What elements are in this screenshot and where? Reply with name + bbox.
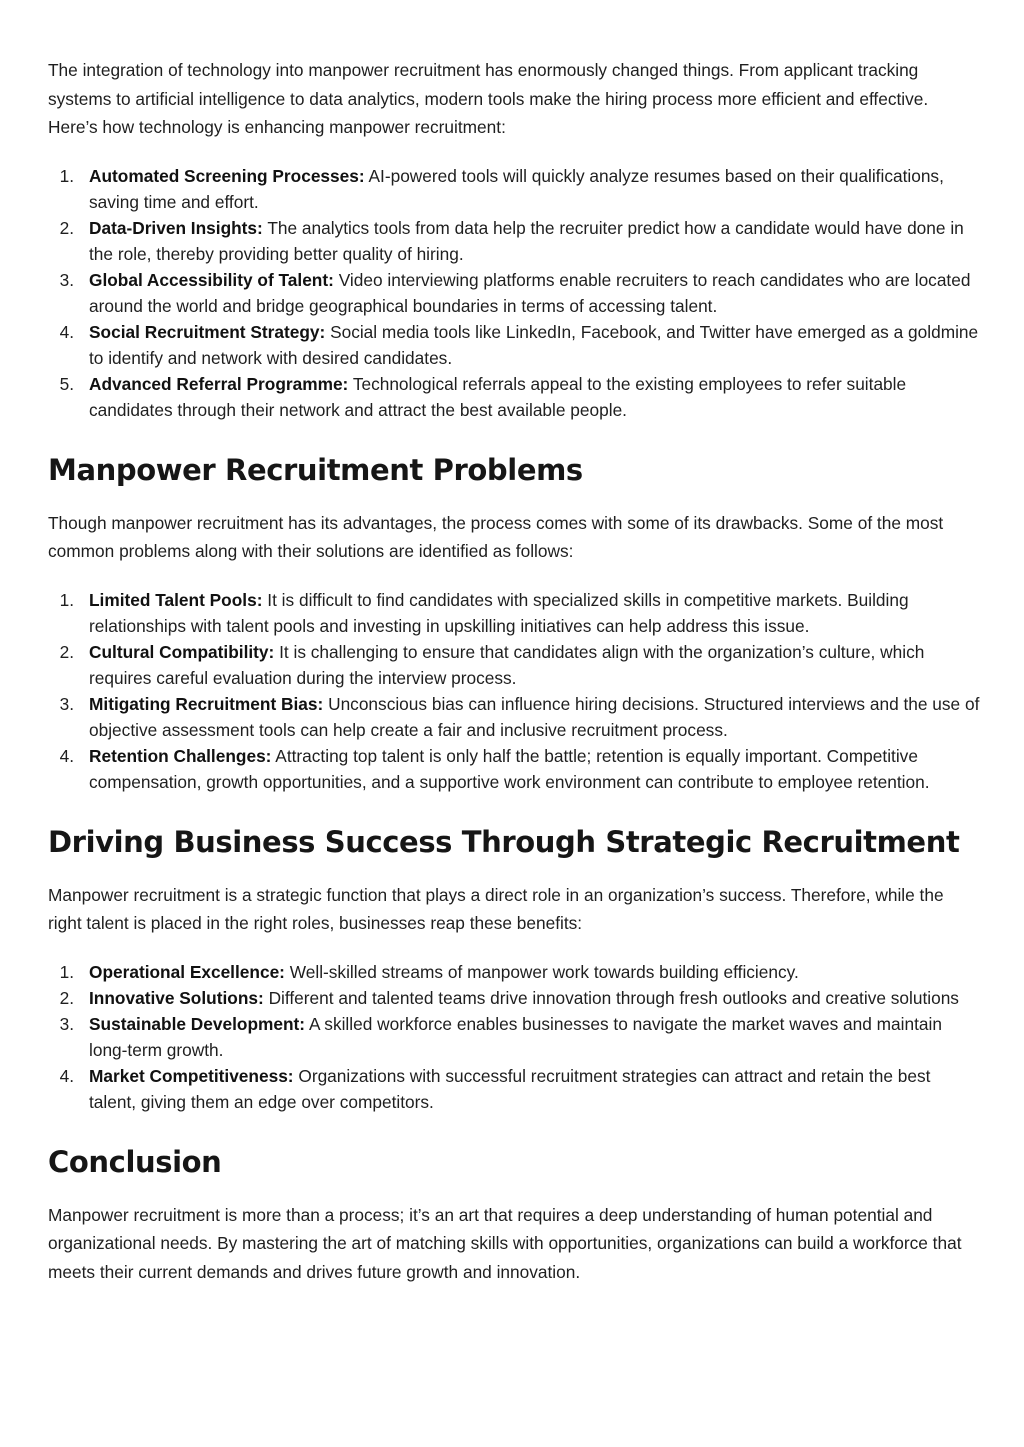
- list-number: 2.: [59, 641, 74, 662]
- item-title: Advanced Referral Programme:: [89, 373, 349, 394]
- list-number: 2.: [59, 987, 74, 1008]
- list-number: 3.: [59, 1013, 74, 1034]
- item-title: Innovative Solutions:: [89, 987, 264, 1008]
- list-item: [48, 319, 980, 371]
- item-text: It is challenging to ensure that candidates align with the organization’s culture, which requires careful evaluation during the interview process.: [89, 641, 925, 688]
- item-text: Video interviewing platforms enable recruiters to reach candidates who are located around the world and bridge geographical boundaries in terms of accessing talent.: [89, 269, 971, 316]
- list-item: [48, 691, 980, 743]
- success-heading: Driving Business Success Through Strategic Recruitment: [48, 824, 960, 859]
- item-title: Social Recruitment Strategy:: [89, 321, 326, 342]
- list-item: [48, 215, 980, 267]
- problems-heading: Manpower Recruitment Problems: [48, 452, 583, 487]
- item-text: A skilled workforce enables businesses to navigate the market waves and maintain long-term growth.: [89, 1013, 942, 1060]
- item-title: Operational Excellence:: [89, 961, 285, 982]
- conclusion-paragraph: Manpower recruitment is more than a process; it’s an art that requires a deep understanding of human potential and organizational needs. By mastering the art of matching skills with opportunities, organizations can build a workforce that meets their current demands and drives future growth and innovation.: [48, 1204, 962, 1282]
- list-item: [48, 959, 980, 985]
- list-item: [48, 743, 980, 795]
- item-text: Unconscious bias can influence hiring decisions. Structured interviews and the use of objective assessment tools can help create a fair and inclusive recruitment process.: [89, 693, 980, 740]
- list-number: 4.: [59, 321, 74, 342]
- technology-benefits-list: [48, 163, 980, 423]
- item-title: Sustainable Development:: [89, 1013, 306, 1034]
- list-number: 4.: [59, 1065, 74, 1086]
- problems-paragraph: Though manpower recruitment has its advantages, the process comes with some of its drawbacks. Some of the most common problems along with their solutions are identified as follows:: [48, 512, 944, 561]
- conclusion-heading: Conclusion: [48, 1144, 222, 1179]
- list-number: 1.: [59, 589, 74, 610]
- item-title: Automated Screening Processes:: [89, 165, 365, 186]
- list-number: 2.: [59, 217, 74, 238]
- item-text: Well-skilled streams of manpower work towards building efficiency.: [289, 961, 799, 982]
- list-number: 1.: [59, 961, 74, 982]
- item-text: AI-powered tools will quickly analyze resumes based on their qualifications, saving time and effort.: [89, 165, 944, 212]
- list-item: [48, 1011, 980, 1063]
- success-paragraph: Manpower recruitment is a strategic function that plays a direct role in an organization’s success. Therefore, while the right talent is placed in the right roles, businesses reap these benefits:: [48, 884, 944, 933]
- problems-list: [48, 587, 980, 795]
- item-text: Social media tools like LinkedIn, Facebook, and Twitter have emerged as a goldmine to identify and network with desired candidates.: [89, 321, 979, 368]
- item-title: Global Accessibility of Talent:: [89, 269, 334, 290]
- list-number: 1.: [59, 165, 74, 186]
- list-item: [48, 639, 980, 691]
- list-item: [48, 1063, 980, 1115]
- item-text: It is difficult to find candidates with specialized skills in competitive markets. Building relationships with talent pools and investing in upskilling initiatives can help address this issue.: [89, 589, 909, 636]
- item-text: Attracting top talent is only half the battle; retention is equally important. Competitive compensation, growth opportunities, and a supportive work environment can contribute to employee retention.: [89, 745, 930, 792]
- item-title: Mitigating Recruitment Bias:: [89, 693, 324, 714]
- item-text: The analytics tools from data help the recruiter predict how a candidate would have done in the role, thereby providing better quality of hiring.: [89, 217, 964, 264]
- article-body: [48, 56, 980, 1286]
- list-item: [48, 985, 980, 1011]
- list-item: [48, 267, 980, 319]
- item-title: Data-Driven Insights:: [89, 217, 263, 238]
- benefits-list: [48, 959, 980, 1115]
- item-title: Limited Talent Pools:: [89, 589, 263, 610]
- list-item: [48, 163, 980, 215]
- list-number: 3.: [59, 269, 74, 290]
- item-title: Retention Challenges:: [89, 745, 272, 766]
- list-number: 4.: [59, 745, 74, 766]
- list-item: [48, 587, 980, 639]
- item-text: Technological referrals appeal to the existing employees to refer suitable candidates through their network and attract the best available people.: [89, 373, 907, 420]
- list-item: [48, 371, 980, 423]
- intro-paragraph: The integration of technology into manpower recruitment has enormously changed things. From applicant tracking systems to artificial intelligence to data analytics, modern tools make the hiring process more efficient and effective. Here’s how technology is enhancing manpower recruitment:: [48, 60, 929, 137]
- item-text: Organizations with successful recruitment strategies can attract and retain the best talent, giving them an edge over competitors.: [89, 1065, 931, 1112]
- list-number: 3.: [59, 693, 74, 714]
- item-title: Cultural Compatibility:: [89, 641, 275, 662]
- list-number: 5.: [59, 373, 74, 394]
- item-title: Market Competitiveness:: [89, 1065, 294, 1086]
- item-text: Different and talented teams drive innovation through fresh outlooks and creative solutions: [268, 987, 959, 1008]
